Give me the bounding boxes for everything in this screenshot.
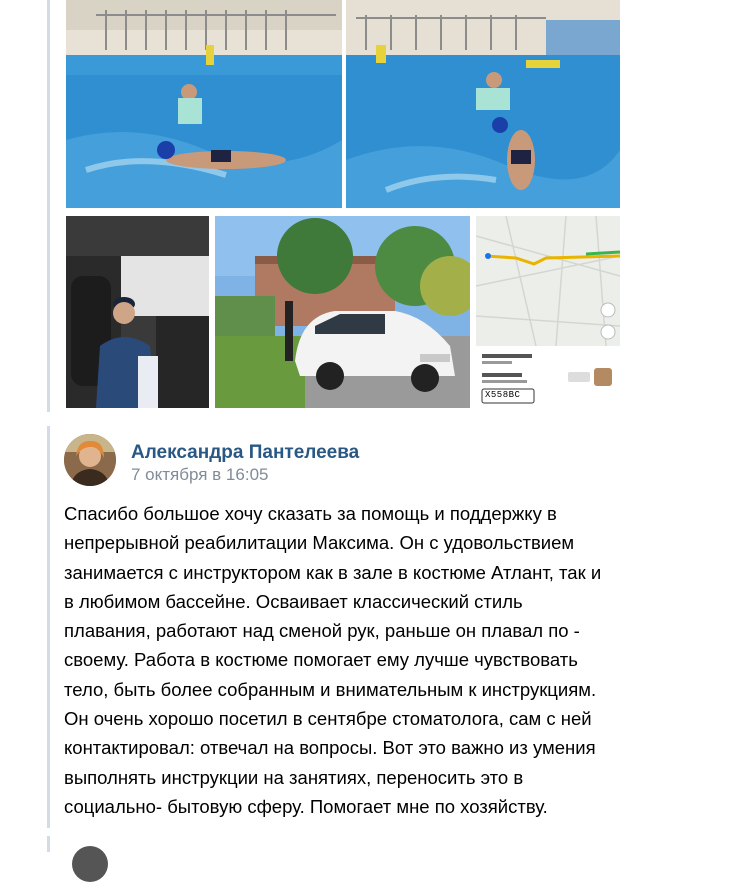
map-plate-number: Х558ВС xyxy=(485,390,521,400)
thread-rule xyxy=(47,0,50,412)
author-name[interactable]: Александра Пантелеева xyxy=(131,442,360,463)
photo-car-interior[interactable] xyxy=(66,216,209,408)
post-text: Спасибо большое хочу сказать за помощь и поддержку в непрерывной реабилитации Максима. Он с удовольствием занимается с инструктором как в зале в костюме Атлант, так и в любимом бассейне. Осваивает классический стиль плавания, работают над сменой рук, раньше он плавал по - своему. Работа в костюме помогает ему лучше чувствовать тело, быть более собранным и внимательным к инструкциям. Он очень хорошо посетил в сентябре стоматолога, сам с ней контактировал: отвечал на вопросы. Вот это важно из умения выполнять инструкции на занятиях, переносить это в социально- бытовую сферу. Помогает мне по хозяйству. xyxy=(64,503,602,817)
avatar[interactable] xyxy=(64,434,116,486)
photo-pool-1[interactable] xyxy=(66,0,342,208)
post-date[interactable]: 7 октября в 16:05 xyxy=(131,465,269,484)
photo-map-screenshot[interactable] xyxy=(476,216,620,408)
thread-rule xyxy=(47,836,50,852)
photo-pool-2[interactable] xyxy=(346,0,620,208)
next-post-avatar[interactable] xyxy=(72,846,108,882)
thread-rule xyxy=(47,426,50,828)
photo-car-outside[interactable] xyxy=(215,216,470,408)
